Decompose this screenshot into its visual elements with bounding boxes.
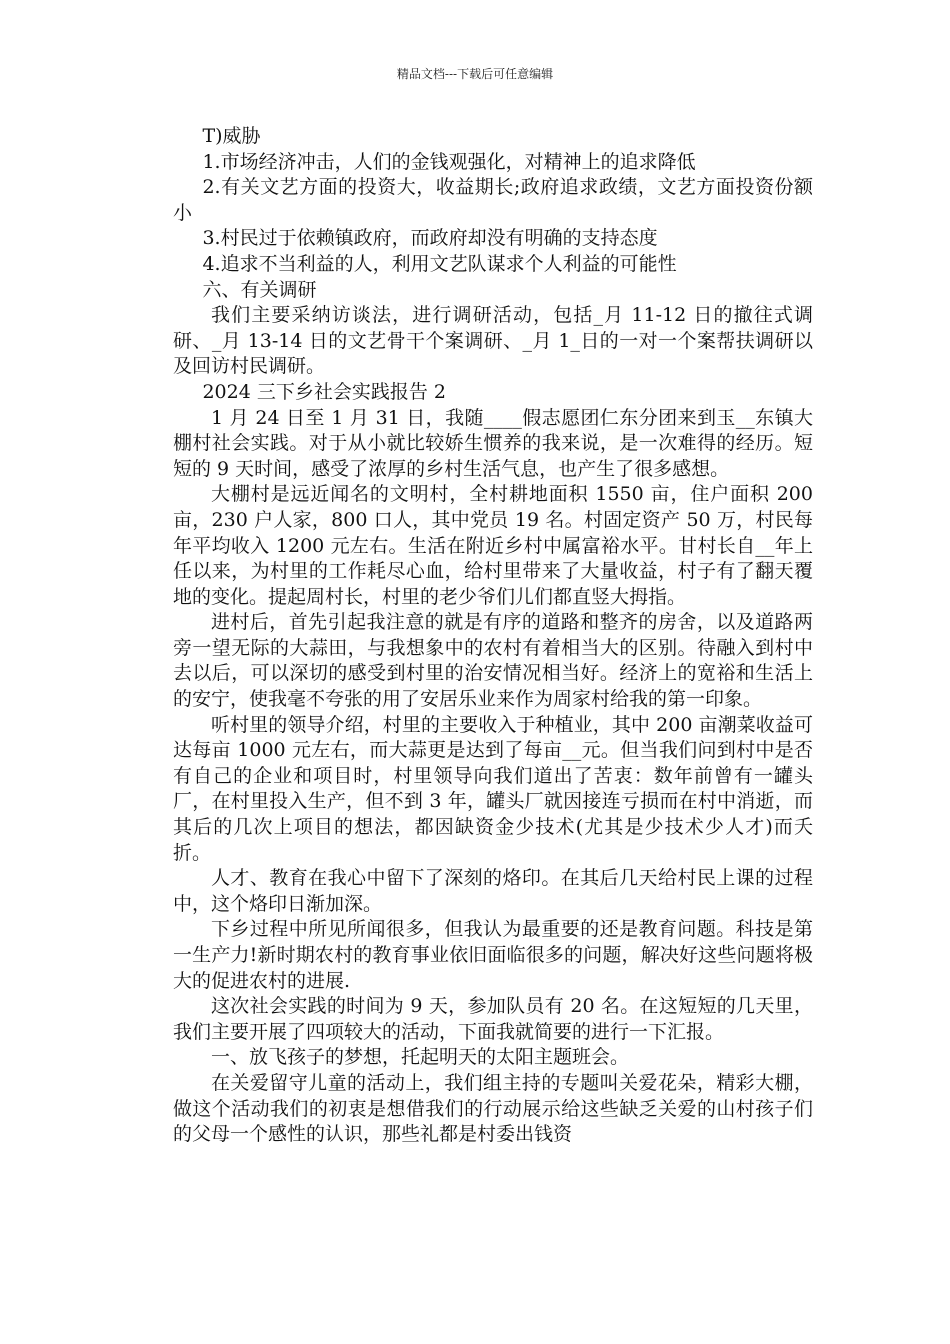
- paragraph-intro: 1 月 24 日至 1 月 31 日，我随____假志愿团仁东分团来到玉__东镇大棚村社会实践。对于从小就比较娇生惯养的我来说，是一次难得的经历。短短的 9 天时间，感受了浓厚的乡村生活气息，也产生了很多感想。: [173, 406, 813, 480]
- paragraph-education-impression: 人才、教育在我心中留下了深刻的烙印。在其后几天给村民上课的过程中，这个烙印日渐加深。: [173, 867, 813, 915]
- paragraph-research-method: 我们主要采纳访谈法，进行调研活动，包括_月 11-12 日的撤往式调研、_月 13-14 日的文艺骨干个案调研、_月 1_日的一对一个案帮扶调研以及回访村民调研。: [173, 304, 813, 378]
- threats-heading: T)威胁: [202, 125, 261, 147]
- paragraph-activities-summary: 这次社会实践的时间为 9 天，参加队员有 20 名。在这短短的几天里，我们主要开展了四项较大的活动，下面我就简要的进行一下汇报。: [173, 995, 813, 1043]
- report-title: 2024 三下乡社会实践报告 2: [202, 380, 446, 403]
- paragraph-income: 听村里的领导介绍，村里的主要收入于种植业，其中 200 亩潮菜收益可达每亩 1000 元左右，而大蒜更是达到了每亩__元。但当我们问到村中是否有自己的企业和项目时，村里领导向我们道出了苦衷：数年前曾有一罐头厂，在村里投入生产，但不到 3 年，罐头厂就因接连亏损而在村中消逝，而其后的几次上项目的想法，都因缺资金少技术(尤其是少技术少人才)而夭折。: [173, 713, 813, 864]
- section-heading-class-meeting: 一、放飞孩子的梦想，托起明天的太阳主题班会。: [211, 1046, 630, 1069]
- paragraph-left-behind-children: 在关爱留守儿童的活动上，我们组主持的专题叫关爱花朵，精彩大棚，做这个活动我们的初衷是想借我们的行动展示给这些缺乏关爱的山村孩子们的父母一个感性的认识，那些礼都是村委出钱资: [173, 1071, 813, 1146]
- threat-item-2: 2.有关文艺方面的投资大，收益期长;政府追求政绩，文艺方面投资份额小: [173, 176, 813, 224]
- paragraph-education-issue: 下乡过程中所见所闻很多，但我认为最重要的还是教育问题。科技是第一生产力!新时期农村的教育事业依旧面临很多的问题，解决好这些问题将极大的促进农村的进展.: [173, 918, 813, 992]
- threat-item-3: 3.村民过于依赖镇政府，而政府却没有明确的支持态度: [202, 227, 658, 250]
- paragraph-first-impression: 进村后，首先引起我注意的就是有序的道路和整齐的房舍，以及道路两旁一望无际的大蒜田，与我想象中的农村有着相当大的区别。待融入到村中去以后，可以深切的感受到村里的治安情况相当好。经济上的宽裕和生活上的安宁，使我毫不夸张的用了安居乐业来作为周家村给我的第一印象。: [173, 611, 813, 711]
- document-body: [173, 124, 813, 1148]
- section-heading-research: 六、有关调研: [202, 278, 317, 301]
- paragraph-village-facts: 大棚村是远近闻名的文明村，全村耕地面积 1550 亩，住户面积 200 亩，230 户人家，800 口人，其中党员 19 名。村固定资产 50 万，村民每年平均收入 1200 元左右。生活在附近乡村中属富裕水平。甘村长自__年上任以来，为村里的工作耗尽心血，给村里带来了大量收益，村子有了翻天覆地的变化。提起周村长，村里的老少爷们儿们都直竖大拇指。: [173, 483, 813, 608]
- page-header: 精品文档---下载后可任意编辑: [396, 67, 554, 81]
- threat-item-1: 1.市场经济冲击，人们的金钱观强化，对精神上的追求降低: [202, 150, 696, 173]
- threat-item-4: 4.追求不当利益的人，利用文艺队谋求个人利益的可能性: [202, 252, 677, 275]
